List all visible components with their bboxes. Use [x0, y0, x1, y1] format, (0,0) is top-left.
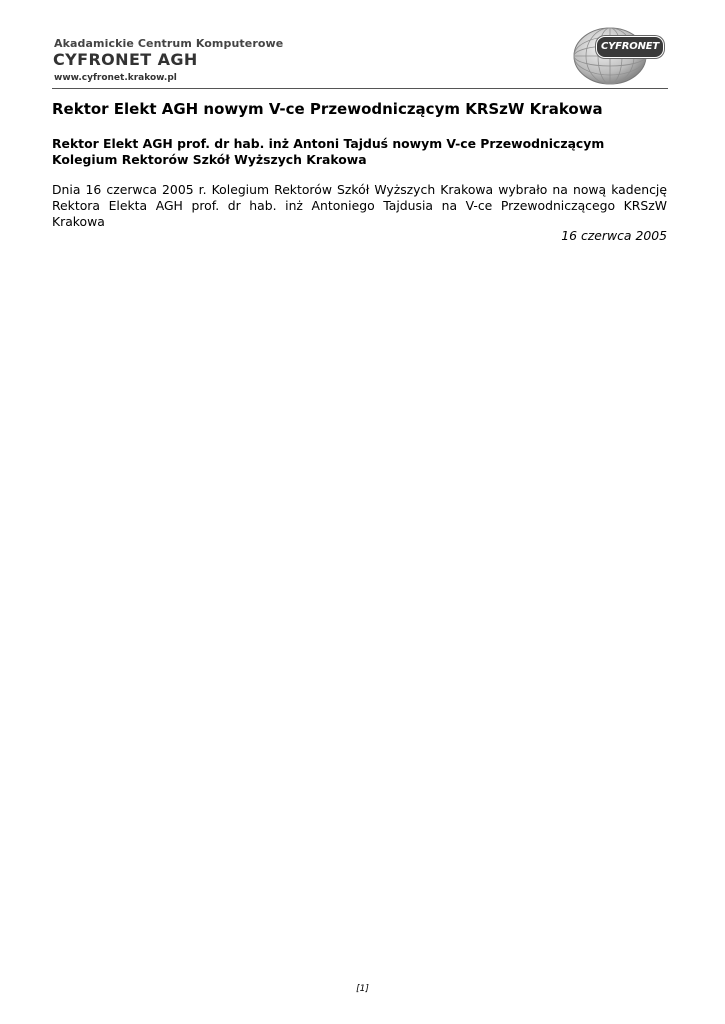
organization-url[interactable]: www.cyfronet.krakow.pl	[54, 73, 177, 83]
organization-subtitle: Akadamickie Centrum Komputerowe	[54, 37, 284, 50]
article-date: 16 czerwca 2005	[561, 228, 667, 243]
article-body: Dnia 16 czerwca 2005 r. Kolegium Rektorów Szkół Wyższych Krakowa wybrało na nową kadencję Rektora Elekta AGH prof. dr hab. inż Antoniego Tajdusia na V-ce Przewodniczącego KRSzW Krakowa	[52, 182, 667, 229]
cyfronet-logo	[570, 26, 668, 86]
logo-wordmark: CYFRONET	[596, 36, 664, 58]
page-number: [1]	[356, 984, 369, 994]
organization-name: CYFRONET AGH	[53, 50, 198, 69]
article-subtitle: Rektor Elekt AGH prof. dr hab. inż Antoni Tajduś nowym V-ce Przewodniczącym Kolegium Rektorów Szkół Wyższych Krakowa	[52, 136, 605, 167]
page-header	[52, 34, 668, 89]
article-title: Rektor Elekt AGH nowym V-ce Przewodniczącym KRSzW Krakowa	[52, 100, 603, 118]
